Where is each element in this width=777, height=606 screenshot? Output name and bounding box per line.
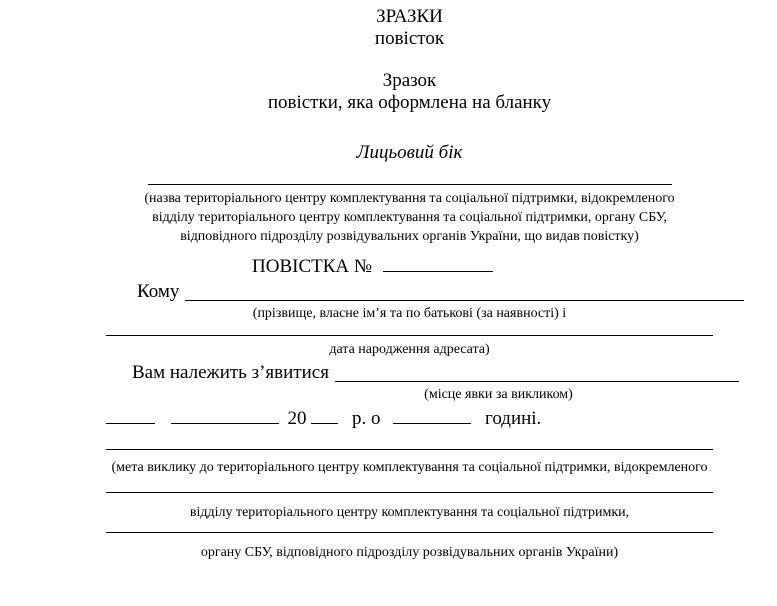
hour-suffix-label: годині. [485,408,542,429]
day-blank [106,406,155,424]
appear-label: Вам належить з’явитися [132,362,329,383]
addressee-label: Кому [137,281,180,302]
birthdate-caption: дата народження адресата) [329,342,490,357]
appear-row [106,361,739,385]
year-prefix-label: 20 [287,408,307,429]
hour-blank [393,406,471,424]
datetime-row [106,406,713,431]
sample-subtitle-line1: Зразок [382,70,437,91]
issuer-caption-line1: (назва територіального центру комплектування та соціальної підтримки, відокремленого [144,191,675,206]
front-side-label: Лицьовий бік [356,142,463,163]
year-blank [311,406,338,424]
issuer-fill-line [148,184,672,185]
purpose-caption-line1: (мета виклику до територіального центру комплектування та соціальної підтримки, відокремленого [111,460,708,475]
addressee-blank [185,280,744,301]
document-content [106,0,713,606]
separator-line-3 [106,492,713,493]
issuer-caption-line3: відповідного підрозділу розвідувальних органів України, що видав повістку) [180,229,639,244]
summons-number-row [106,254,777,279]
issuer-caption-line2: відділу територіального центру комплектування та соціальної підтримки, органу СБУ, [152,210,667,225]
page-title-line1: ЗРАЗКИ [376,6,443,27]
page-title-line2: повісток [374,28,445,49]
purpose-caption-line2: відділу територіального центру комплектування та соціальної підтримки, [189,505,630,520]
summons-number-blank [383,254,493,272]
place-caption: (місце явки за викликом) [424,387,573,402]
purpose-caption-line3: органу СБУ, відповідного підрозділу розвідувальних органів України) [200,545,619,560]
summons-number-label: ПОВІСТКА № [252,256,372,277]
addressee-name-caption: (прізвище, власне ім’я та по батькові (за наявності) і [252,306,567,321]
month-blank [171,406,279,424]
date-middle-label: р. о [352,408,381,429]
sample-subtitle-line2: повістки, яка оформлена на бланку [267,92,552,113]
appear-place-blank [335,361,739,382]
separator-line-4 [106,532,713,533]
separator-line-1 [106,335,713,336]
addressee-row [106,280,744,304]
separator-line-2 [106,449,713,450]
